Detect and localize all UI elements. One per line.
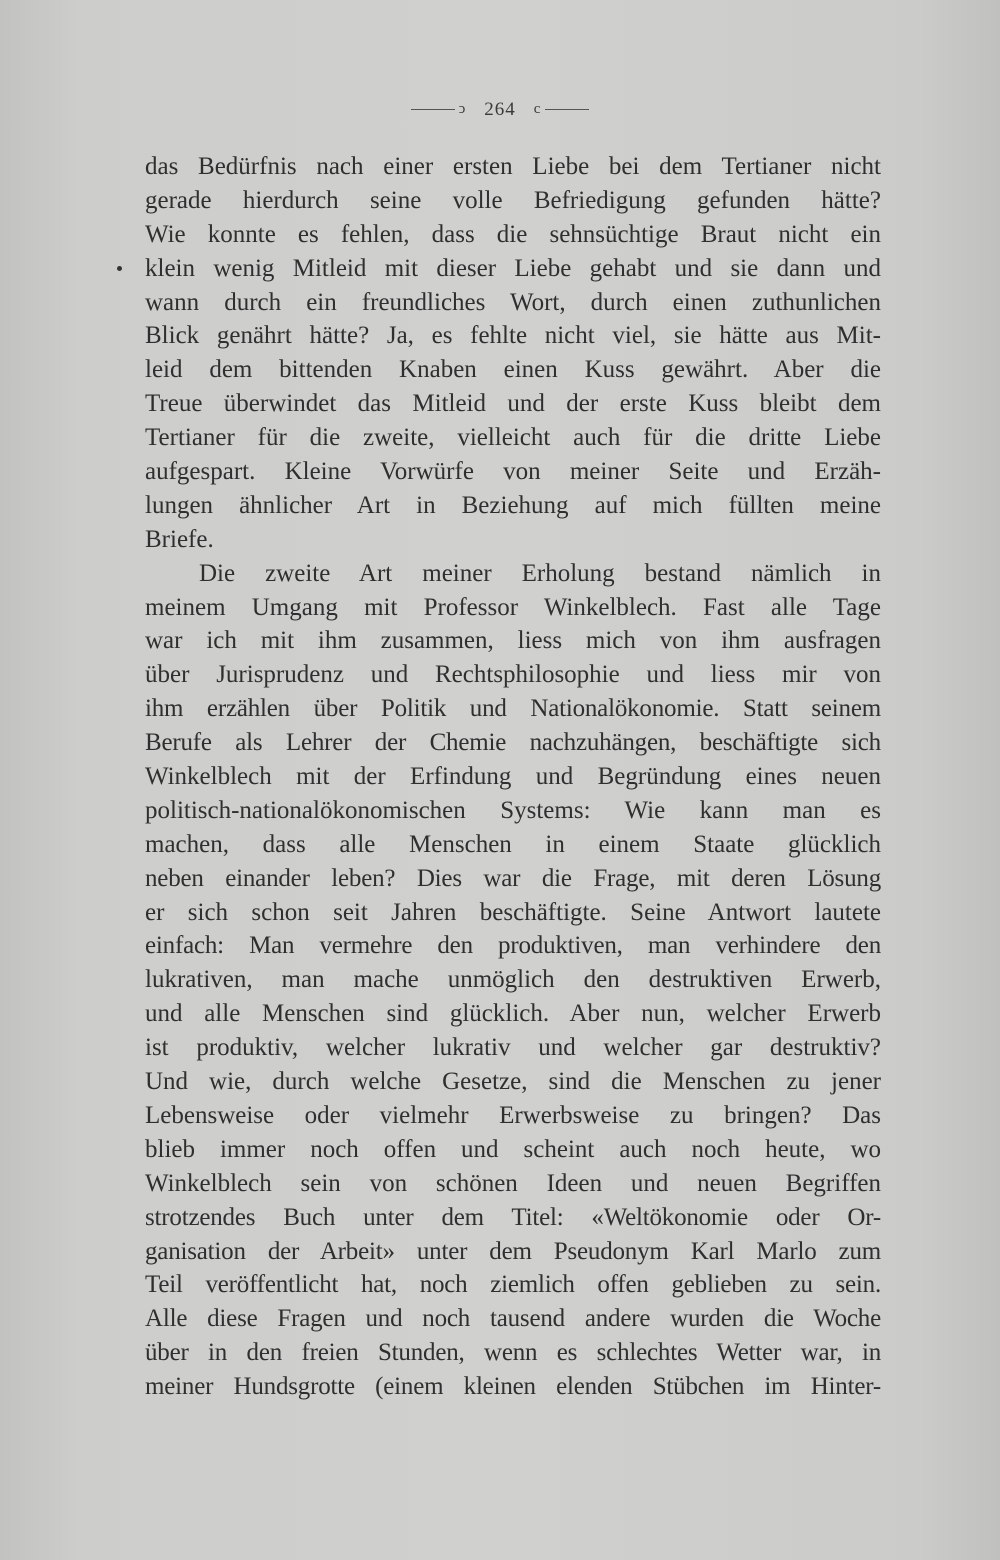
text-line: ganisation der Arbeit» unter dem Pseudonym Karl Marlo zum (145, 1237, 881, 1265)
text-line: Alle diese Fragen und noch tausend andere wurden die Woche (145, 1305, 881, 1333)
header-rule-right (545, 109, 589, 110)
text-line: meinem Umgang mit Professor Winkelblech. Fast alle Tage (145, 593, 881, 621)
text-line: machen, dass alle Menschen in einem Staate glücklich (145, 830, 881, 858)
text-line: Berufe als Lehrer der Chemie nachzuhängen, beschäftigte sich (145, 729, 881, 757)
text-line: wann durch ein freundliches Wort, durch einen zuthunlichen (145, 288, 881, 316)
text-line: war ich mit ihm zusammen, liess mich von ihm ausfragen (145, 627, 881, 655)
text-line: strotzendes Buch unter dem Titel: «Weltökonomie oder Or- (145, 1203, 881, 1231)
header-ornament-left: ↄ (458, 101, 467, 118)
text-line: Tertianer für die zweite, vielleicht auch für die dritte Liebe (145, 424, 881, 452)
text-line: lukrativen, man mache unmöglich den destruktiven Erwerb, (145, 966, 881, 994)
text-line: Blick genährt hätte? Ja, es fehlte nicht viel, sie hätte aus Mit- (145, 322, 881, 350)
text-line: Winkelblech mit der Erfindung und Begründung eines neuen (145, 763, 881, 791)
page-header (0, 98, 1000, 121)
text-line: lungen ähnlicher Art in Beziehung auf mich füllten meine (145, 491, 881, 519)
margin-mark (117, 266, 122, 271)
text-line: Winkelblech sein von schönen Ideen und neuen Begriffen (145, 1169, 881, 1197)
text-line: aufgespart. Kleine Vorwürfe von meiner Seite und Erzäh- (145, 458, 881, 486)
text-line: neben einander leben? Dies war die Frage, mit deren Lösung (145, 864, 881, 892)
text-line: blieb immer noch offen und scheint auch noch heute, wo (145, 1135, 881, 1163)
text-line: und alle Menschen sind glücklich. Aber nun, welcher Erwerb (145, 1000, 881, 1028)
text-line: das Bedürfnis nach einer ersten Liebe bei dem Tertianer nicht (145, 153, 881, 180)
header-rule-left (411, 109, 455, 110)
page-number: 264 (484, 98, 516, 120)
text-line: er sich schon seit Jahren beschäftigte. Seine Antwort lautete (145, 898, 881, 926)
text-line: leid dem bittenden Knaben einen Kuss gewährt. Aber die (145, 356, 881, 384)
header-ornament-right: c (533, 101, 542, 118)
text-line: klein wenig Mitleid mit dieser Liebe gehabt und sie dann und (145, 254, 881, 282)
text-line: ihm erzählen über Politik und Nationalökonomie. Statt seinem (145, 695, 881, 723)
text-line: Treue überwindet das Mitleid und der erste Kuss bleibt dem (145, 390, 881, 418)
text-line: Wie konnte es fehlen, dass die sehnsüchtige Braut nicht ein (145, 220, 881, 248)
text-line: einfach: Man vermehre den produktiven, man verhindere den (145, 932, 881, 960)
text-line: Lebensweise oder vielmehr Erwerbsweise zu bringen? Das (145, 1101, 881, 1129)
text-line: politisch-nationalökonomischen Systems: Wie kann man es (145, 796, 881, 824)
text-line: Teil veröffentlicht hat, noch ziemlich offen geblieben zu sein. (145, 1271, 881, 1299)
text-line: Briefe. (145, 525, 214, 553)
body-text (145, 150, 881, 1404)
text-line: ist produktiv, welcher lukrativ und welcher gar destruktiv? (145, 1034, 881, 1062)
text-line: über in den freien Stunden, wenn es schlechtes Wetter war, in (145, 1339, 881, 1367)
text-line: meiner Hundsgrotte (einem kleinen elenden Stübchen im Hinter- (145, 1373, 881, 1401)
text-line: über Jurisprudenz und Rechtsphilosophie und liess mir von (145, 661, 881, 689)
text-line: Und wie, durch welche Gesetze, sind die Menschen zu jener (145, 1068, 881, 1096)
text-line: gerade hierdurch seine volle Befriedigung gefunden hätte? (145, 186, 881, 214)
paragraph-start-line: Die zweite Art meiner Erholung bestand nämlich in (199, 559, 881, 587)
